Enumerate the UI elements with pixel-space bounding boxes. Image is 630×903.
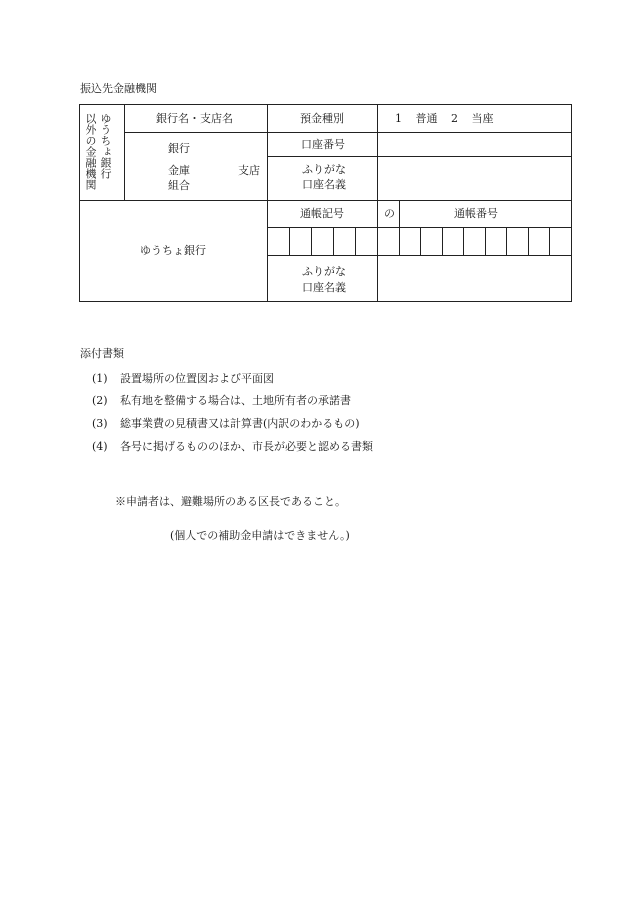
yucho-label: ゆうちょ銀行 (140, 244, 206, 257)
attachment-text: 設置場所の位置図および平面図 (120, 372, 274, 385)
no-label: の (384, 207, 395, 220)
bank-suffix: 銀行 (168, 142, 190, 155)
passbook-code-label: 通帳記号 (300, 207, 344, 220)
attachment-text: 総事業費の見積書又は計算書(内訳のわかるもの) (120, 417, 360, 430)
yucho-furigana-label: ふりがな (302, 265, 346, 278)
kinko-suffix: 金庫 (168, 164, 190, 177)
attachment-num: (1) (92, 372, 108, 385)
section-title: 振込先金融機関 (80, 82, 157, 95)
deposit-type-field[interactable] (378, 133, 571, 156)
passbook-code-boxes[interactable] (268, 228, 377, 255)
attachment-num: (4) (92, 440, 108, 453)
other-institution-label-col1: ゆうちょ銀行 (99, 113, 112, 179)
furigana-label: ふりがな (302, 163, 346, 176)
account-name-label: 口座名義 (302, 178, 346, 191)
kumiai-suffix: 組合 (168, 179, 190, 192)
bank-branch-header: 銀行名・支店名 (156, 112, 233, 125)
passbook-number-boxes[interactable] (400, 228, 571, 255)
passbook-number-label: 通帳番号 (454, 207, 498, 220)
yucho-account-name-field[interactable] (378, 256, 571, 301)
attachment-num: (2) (92, 394, 108, 407)
account-name-field[interactable] (378, 157, 571, 200)
applicant-subnote: (個人での補助金申請はできません。) (170, 529, 350, 542)
applicant-note: ※申請者は、避難場所のある区長であること。 (115, 495, 346, 508)
branch-suffix: 支店 (238, 164, 260, 177)
other-institution-label-col2: 以外の金融機関 (84, 113, 97, 190)
attachment-text: 各号に掲げるもののほか、市長が必要と認める書類 (120, 440, 373, 453)
deposit-type-options: 1 普通 2 当座 (395, 112, 494, 125)
attachment-text: 私有地を整備する場合は、土地所有者の承諾書 (120, 394, 351, 407)
deposit-type-header: 預金種別 (300, 112, 344, 125)
attachment-num: (3) (92, 417, 108, 430)
account-number-label: 口座番号 (301, 138, 345, 151)
yucho-account-name-label: 口座名義 (302, 281, 346, 294)
attachments-title: 添付書類 (80, 347, 124, 360)
bank-branch-field[interactable] (125, 133, 267, 200)
